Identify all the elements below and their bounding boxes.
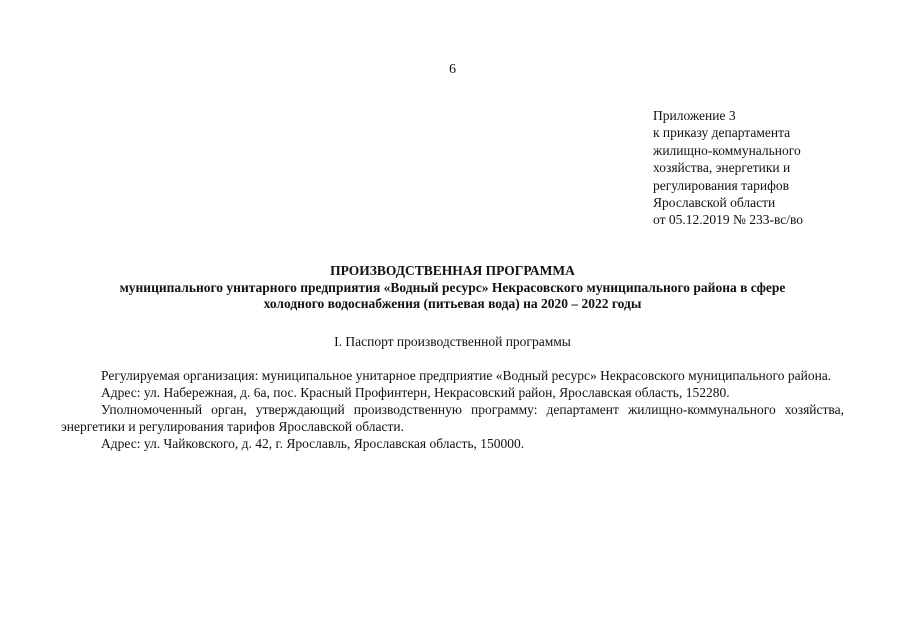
appendix-line: Приложение 3 <box>653 108 736 123</box>
paragraph-authorized-body: Уполномоченный орган, утверждающий производственную программу: департамент жилищно-коммунального хозяйства, энергетики и регулирования тарифов Ярославской области. <box>61 402 844 434</box>
paragraph-authorized-body-address: Адрес: ул. Чайковского, д. 42, г. Ярославль, Ярославская область, 150000. <box>101 436 525 451</box>
appendix-line: от 05.12.2019 № 233-вс/во <box>653 212 804 228</box>
document-subtitle-line: муниципального унитарного предприятия «Водный ресурс» Некрасовского муниципального района в сфере <box>119 279 786 295</box>
paragraph-organization-address: Адрес: ул. Набережная, д. 6а, пос. Красный Профинтерн, Некрасовский район, Ярославская область, 152280. <box>101 385 730 400</box>
section-heading: I. Паспорт производственной программы <box>334 334 571 349</box>
document-subtitle-line: холодного водоснабжения (питьевая вода) на 2020 – 2022 годы <box>263 296 642 311</box>
appendix-line: регулирования тарифов <box>653 177 790 193</box>
document-title-block <box>0 263 905 313</box>
paragraph-regulated-organization: Регулируемая организация: муниципальное унитарное предприятие «Водный ресурс» Некрасовского муниципального района. <box>101 368 832 383</box>
passport-body <box>61 367 844 452</box>
appendix-line: Ярославской области <box>653 195 776 211</box>
page-number: 6 <box>449 62 456 77</box>
document-title: ПРОИЗВОДСТВЕННАЯ ПРОГРАММА <box>330 263 575 278</box>
appendix-line: жилищно-коммунального <box>653 142 801 158</box>
appendix-line: к приказу департамента <box>653 125 791 141</box>
appendix-block <box>653 107 803 229</box>
appendix-line: хозяйства, энергетики и <box>653 160 791 176</box>
